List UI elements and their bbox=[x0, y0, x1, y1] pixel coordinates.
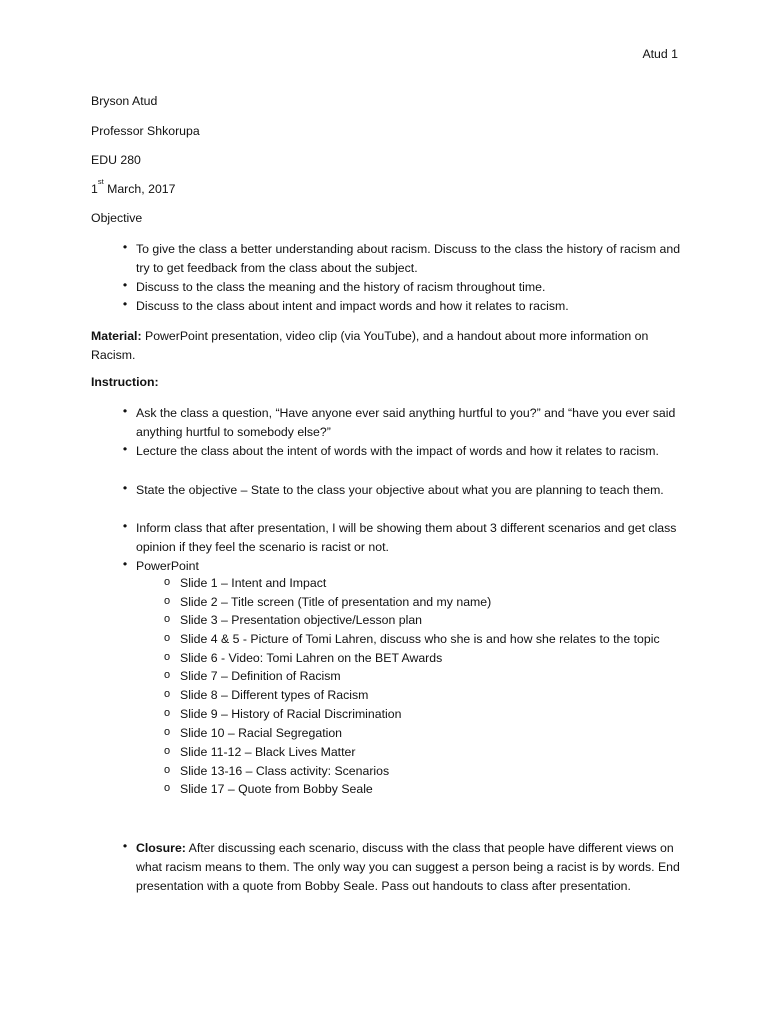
slide-item: Slide 6 - Video: Tomi Lahren on the BET Awards bbox=[180, 651, 443, 665]
sub-bullet-glyph: o bbox=[163, 669, 171, 681]
instruction-item: Inform class that after presentation, I will be showing them about 3 different scenarios and get class opinion if they feel the scenario is racist or not. bbox=[136, 521, 677, 554]
bullet-glyph: • bbox=[122, 240, 128, 254]
slide-item: Slide 7 – Definition of Racism bbox=[180, 669, 341, 683]
bullet-glyph: • bbox=[122, 839, 128, 853]
course-code: EDU 280 bbox=[91, 153, 141, 167]
instruction-item: Ask the class a question, “Have anyone ever said anything hurtful to you?” and “have you ever said anything hurtful to somebody else?” bbox=[136, 406, 676, 439]
objective-item: To give the class a better understanding about racism. Discuss to the class the history of racism and try to get feedback from the class about the subject. bbox=[136, 242, 681, 275]
bullet-glyph: • bbox=[122, 278, 128, 292]
sub-bullet-glyph: o bbox=[163, 613, 171, 625]
sub-bullet-glyph: o bbox=[163, 595, 171, 607]
sub-bullet-glyph: o bbox=[163, 707, 171, 719]
slide-item: Slide 1 – Intent and Impact bbox=[180, 576, 327, 590]
author-name: Bryson Atud bbox=[91, 94, 158, 108]
material-text: PowerPoint presentation, video clip (via YouTube), and a handout about more information on Racism. bbox=[91, 329, 649, 362]
page-header: Atud 1 bbox=[642, 47, 678, 61]
closure-text: After discussing each scenario, discuss with the class that people have different views on what racism means to them. The only way you can suggest a person being a racist is by words. End presentation with a quote from Bobby Seale. Pass out handouts to class after presentation. bbox=[136, 841, 680, 893]
material-label: Material: bbox=[91, 329, 142, 343]
slide-item: Slide 11-12 – Black Lives Matter bbox=[180, 745, 356, 759]
sub-bullet-glyph: o bbox=[163, 782, 171, 794]
slide-item: Slide 13-16 – Class activity: Scenarios bbox=[180, 764, 390, 778]
bullet-glyph: • bbox=[122, 557, 128, 571]
sub-bullet-glyph: o bbox=[163, 726, 171, 738]
sub-bullet-glyph: o bbox=[163, 576, 171, 588]
sub-bullet-glyph: o bbox=[163, 651, 171, 663]
closure-item bbox=[136, 839, 681, 896]
bullet-glyph: • bbox=[122, 442, 128, 456]
instruction-item: Lecture the class about the intent of words with the impact of words and how it relates to racism. bbox=[136, 444, 659, 458]
bullet-glyph: • bbox=[122, 404, 128, 418]
sub-bullet-glyph: o bbox=[163, 745, 171, 757]
instruction-heading: Instruction: bbox=[91, 375, 159, 389]
slide-item: Slide 10 – Racial Segregation bbox=[180, 726, 343, 740]
closure-label: Closure: bbox=[136, 841, 186, 855]
slide-item: Slide 9 – History of Racial Discrimination bbox=[180, 707, 402, 721]
bullet-glyph: • bbox=[122, 519, 128, 533]
slide-item: Slide 8 – Different types of Racism bbox=[180, 688, 369, 702]
slide-item: Slide 2 – Title screen (Title of presentation and my name) bbox=[180, 595, 492, 609]
sub-bullet-glyph: o bbox=[163, 764, 171, 776]
instruction-item: State the objective – State to the class your objective about what you are planning to teach them. bbox=[136, 483, 664, 497]
objective-heading: Objective bbox=[91, 211, 143, 225]
document-date: 1st March, 2017 bbox=[91, 176, 176, 196]
professor-name: Professor Shkorupa bbox=[91, 124, 200, 138]
sub-bullet-glyph: o bbox=[163, 688, 171, 700]
instruction-item: PowerPoint bbox=[136, 559, 199, 573]
objective-item: Discuss to the class the meaning and the history of racism throughout time. bbox=[136, 280, 546, 294]
slide-item: Slide 4 & 5 - Picture of Tomi Lahren, discuss who she is and how she relates to the topic bbox=[180, 632, 660, 646]
material-paragraph bbox=[91, 327, 681, 365]
slide-item: Slide 17 – Quote from Bobby Seale bbox=[180, 782, 373, 796]
objective-item: Discuss to the class about intent and impact words and how it relates to racism. bbox=[136, 299, 569, 313]
bullet-glyph: • bbox=[122, 297, 128, 311]
slide-item: Slide 3 – Presentation objective/Lesson plan bbox=[180, 613, 422, 627]
bullet-glyph: • bbox=[122, 481, 128, 495]
sub-bullet-glyph: o bbox=[163, 632, 171, 644]
